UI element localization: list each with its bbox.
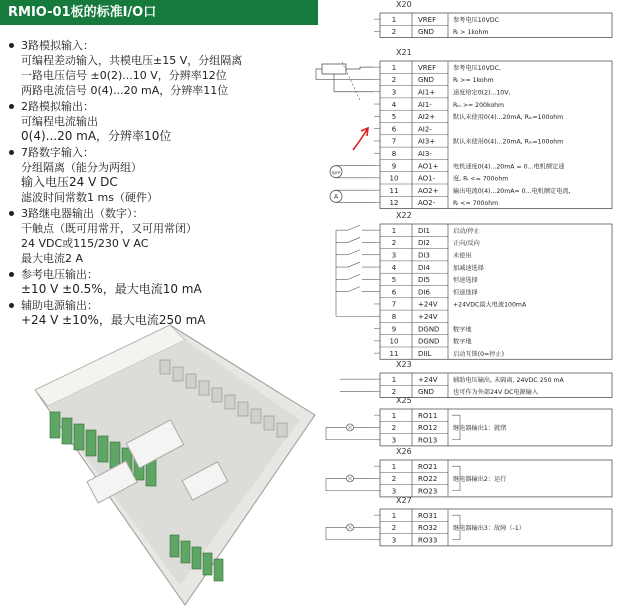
terminal-description: 恒速选择 — [453, 289, 478, 297]
terminal-number: 5 — [391, 276, 397, 285]
terminal-description: 度, Rₗ <= 700ohm — [453, 175, 509, 183]
terminal-block-x22 — [374, 211, 612, 359]
terminal-signal: DI1 — [418, 226, 430, 235]
terminal-description: 电机速度0(4)...20mA = 0...电机额定速 — [453, 163, 565, 171]
terminal-row — [374, 239, 480, 247]
terminal-row — [374, 536, 437, 544]
terminal-block-label: X21 — [396, 48, 412, 57]
terminal-signal: DI2 — [418, 239, 430, 248]
spec-line: 可编程电流输出 — [21, 115, 98, 128]
spec-line: 滤波时间常数1 ms（硬件） — [21, 191, 158, 204]
terminal-description: Rₗ <= 700ohm — [453, 200, 499, 208]
terminal-description: 启动/停止 — [453, 227, 480, 235]
terminal-description: 也可作为外部24V DC电源输入 — [453, 389, 539, 397]
terminal-signal: AO2+ — [418, 186, 439, 195]
terminal-signal: AI1- — [418, 100, 432, 109]
terminal-number: 3 — [391, 436, 397, 445]
spec-line: 一路电压信号 ±0(2)...10 V，分辨率12位 — [21, 69, 227, 82]
terminal-number: 1 — [391, 462, 397, 471]
terminal-block-x23 — [374, 360, 612, 398]
spec-heading: 7路数字输入： — [21, 146, 94, 159]
switch-icon — [348, 237, 360, 242]
terminal-number: 7 — [391, 137, 397, 146]
terminal-description: 启动互锁(0=停止) — [453, 350, 505, 358]
spec-heading: 参考电压输出： — [21, 268, 98, 281]
terminal-row — [374, 113, 563, 121]
spec-line: 分组隔离（能分为两组） — [21, 161, 142, 174]
terminal-row — [374, 376, 565, 384]
terminal-row — [374, 199, 498, 207]
terminal-description: 数字地 — [453, 338, 472, 346]
terminal-row — [374, 524, 525, 532]
terminal-description: 数字地 — [453, 326, 472, 334]
terminal-number: 4 — [391, 263, 397, 272]
terminal-wiring-diagram — [300, 0, 625, 616]
annotation-arrow-icon — [353, 128, 368, 150]
spec-item — [8, 145, 318, 205]
terminal-block-x20 — [374, 0, 612, 38]
terminal-signal: AI1+ — [418, 88, 436, 97]
terminal-signal: AI3+ — [418, 137, 436, 146]
rmio-board-illustration — [20, 320, 320, 610]
terminal-block-label: X22 — [396, 211, 412, 220]
terminal-row — [374, 512, 437, 520]
terminal-number: 2 — [391, 424, 397, 433]
terminal-signal: DGND — [418, 337, 440, 346]
terminal-signal: RO33 — [418, 536, 438, 545]
terminal-signal: AI3- — [418, 149, 432, 158]
terminal-number: 1 — [391, 63, 397, 72]
terminal-signal: DIIL — [418, 349, 432, 358]
terminal-number: 11 — [389, 186, 399, 195]
terminal-row — [374, 64, 501, 72]
terminal-row — [374, 175, 508, 183]
terminal-signal: GND — [418, 28, 435, 37]
terminal-description: 继电器输出2：运行 — [453, 476, 507, 484]
terminal-row — [374, 187, 571, 195]
terminal-block-x26 — [374, 447, 612, 497]
external-wiring — [316, 62, 460, 540]
terminal-signal: AO1- — [418, 174, 436, 183]
terminal-description: 输出电流0(4)...20mA= 0...电机额定电流, — [453, 187, 571, 195]
terminal-number: 7 — [391, 300, 397, 309]
terminal-number: 6 — [391, 288, 397, 297]
terminal-signal: RO13 — [418, 436, 438, 445]
terminal-number: 1 — [391, 226, 397, 235]
spec-line: 0(4)...20 mA，分辨率10位 — [21, 129, 172, 143]
terminal-number: 10 — [389, 337, 399, 346]
terminal-block-label: X23 — [396, 360, 412, 369]
page-title: RMIO-01板的标准I/O口 — [0, 0, 318, 25]
terminal-number: 3 — [391, 251, 397, 260]
terminal-number: 9 — [391, 325, 397, 334]
terminal-number: 2 — [391, 76, 397, 85]
terminal-row — [374, 76, 494, 84]
terminal-block-label: X27 — [396, 496, 412, 505]
meter-label: A — [333, 193, 339, 201]
terminal-row — [374, 150, 432, 158]
terminal-signal: AI2- — [418, 125, 432, 134]
terminal-description: 继电器输出3：故障（-1） — [453, 525, 525, 533]
spec-heading: 3路模拟输入： — [21, 39, 94, 52]
terminal-description: Rᵢₙ >= 200kohm — [453, 101, 505, 109]
terminal-row — [374, 227, 480, 235]
terminal-number: 3 — [391, 487, 397, 496]
terminal-row — [374, 350, 504, 358]
spec-list — [8, 38, 318, 329]
switch-icon — [348, 250, 360, 255]
terminal-row — [374, 475, 506, 483]
terminal-number: 3 — [391, 88, 397, 97]
terminal-signal: +24V — [418, 312, 438, 321]
terminal-number: 4 — [391, 100, 397, 109]
terminal-signal: RO21 — [418, 462, 438, 471]
spec-item — [8, 206, 318, 266]
terminal-number: 12 — [389, 199, 399, 208]
terminal-number: 1 — [391, 375, 397, 384]
terminal-signal: GND — [418, 76, 435, 85]
terminal-number: 3 — [391, 536, 397, 545]
terminal-description: 参考电压10VDC — [453, 16, 499, 24]
terminal-description: 继电器输出1：就绪 — [453, 425, 507, 433]
potentiometer-icon — [322, 64, 346, 74]
terminal-signal: RO32 — [418, 524, 438, 533]
terminal-number: 11 — [389, 349, 399, 358]
terminal-row — [374, 463, 437, 471]
terminal-description: Rₗ > 1kohm — [453, 29, 489, 37]
terminal-number: 2 — [391, 388, 397, 397]
switch-icon — [348, 287, 360, 292]
terminal-number: 5 — [391, 113, 397, 122]
terminal-number: 1 — [391, 411, 397, 420]
terminal-signal: DI4 — [418, 263, 430, 272]
terminal-row — [374, 276, 479, 284]
terminal-signal: AO2- — [418, 199, 436, 208]
terminal-block-x25 — [374, 396, 612, 446]
terminal-number: 8 — [391, 312, 397, 321]
terminal-row — [374, 28, 488, 36]
spec-line: 最大电流2 A — [21, 252, 84, 265]
terminal-signal: RO31 — [418, 511, 438, 520]
terminal-row — [374, 487, 437, 495]
terminal-block-x21 — [374, 48, 612, 209]
terminal-description: 恒速选择 — [453, 277, 478, 285]
terminal-signal: RO11 — [418, 411, 438, 420]
terminal-signal: RO12 — [418, 424, 438, 433]
meter-label: rpm — [331, 170, 341, 176]
terminal-block-label: X20 — [396, 0, 412, 9]
terminal-block-label: X26 — [396, 447, 412, 456]
terminal-description: 速度给定0(2)...10V, — [453, 89, 511, 97]
terminal-description: +24VDC最大电流100mA — [453, 301, 527, 309]
spec-heading: 3路继电器输出（数字）： — [21, 207, 144, 220]
terminal-description: 默认未使用0(4)...20mA, Rᵢₙ=100ohm — [453, 138, 564, 146]
terminal-description: 辅助电压输出, 未隔离, 24VDC 250 mA — [453, 376, 564, 384]
terminal-signal: +24V — [418, 300, 438, 309]
terminal-row — [374, 264, 485, 272]
terminal-signal: DI5 — [418, 276, 430, 285]
terminal-row — [374, 313, 438, 321]
terminal-signal: AI2+ — [418, 113, 436, 122]
spec-line: 干触点（既可用常开，又可用常闭） — [21, 222, 197, 235]
terminal-signal: RO22 — [418, 475, 438, 484]
terminal-row — [374, 125, 432, 133]
terminal-number: 1 — [391, 15, 397, 24]
spec-item — [8, 267, 318, 297]
terminal-row — [374, 162, 565, 170]
spec-item — [8, 99, 318, 144]
spec-item — [8, 38, 318, 98]
terminal-block-label: X25 — [396, 396, 412, 405]
terminal-signal: RO23 — [418, 487, 438, 496]
terminal-row — [374, 436, 437, 444]
terminal-description: Rₗ >= 1kohm — [453, 77, 494, 85]
terminal-signal: VREF — [418, 63, 437, 72]
switch-icon — [348, 274, 360, 279]
terminal-row — [374, 16, 499, 24]
terminal-row — [374, 388, 539, 396]
terminal-row — [374, 288, 479, 296]
terminal-description: 参考电压10VDC, — [453, 64, 501, 72]
terminal-number: 8 — [391, 149, 397, 158]
spec-line: 输入电压24 V DC — [21, 175, 118, 189]
terminal-row — [374, 88, 510, 96]
terminal-number: 9 — [391, 162, 397, 171]
terminal-description: 默认未使用0(4)...20mA, Rᵢₙ=100ohm — [453, 114, 564, 122]
terminal-description: 加减速选择 — [453, 264, 484, 272]
terminal-number: 2 — [391, 239, 397, 248]
terminal-number: 2 — [391, 475, 397, 484]
terminal-number: 6 — [391, 125, 397, 134]
terminal-row — [374, 251, 472, 259]
switch-icon — [348, 225, 360, 230]
terminal-row — [374, 101, 504, 109]
terminal-row — [374, 325, 472, 333]
terminal-signal: +24V — [418, 375, 438, 384]
terminal-signal: DI3 — [418, 251, 430, 260]
terminal-row — [374, 301, 527, 309]
spec-heading: 2路模拟输出： — [21, 100, 94, 113]
spec-line: +24 V ±10%，最大电流250 mA — [21, 313, 206, 327]
terminal-number: 1 — [391, 511, 397, 520]
terminal-row — [374, 338, 472, 346]
spec-line: 24 VDC或115/230 V AC — [21, 237, 149, 250]
terminal-signal: DGND — [418, 325, 440, 334]
terminal-signal: DI6 — [418, 288, 430, 297]
terminal-description: 未使用 — [453, 252, 472, 260]
terminal-signal: VREF — [418, 15, 437, 24]
terminal-signal: GND — [418, 388, 435, 397]
switch-icon — [348, 262, 360, 267]
spec-line: 两路电流信号 0(4)...20 mA，分辨率11位 — [21, 84, 229, 97]
terminal-row — [374, 138, 563, 146]
terminal-row — [374, 412, 437, 420]
spec-line: 可编程差动输入，共模电压±15 V，分组隔离 — [21, 54, 243, 67]
terminal-signal: AO1+ — [418, 162, 439, 171]
terminal-number: 2 — [391, 28, 397, 37]
terminal-block-x27 — [374, 496, 612, 546]
terminal-description: 正向/反向 — [453, 240, 480, 248]
board-photo — [35, 325, 315, 605]
spec-heading: 辅助电源输出： — [21, 299, 98, 312]
terminal-number: 2 — [391, 524, 397, 533]
terminal-number: 10 — [389, 174, 399, 183]
terminal-row — [374, 424, 506, 432]
spec-line: ±10 V ±0.5%，最大电流10 mA — [21, 282, 202, 296]
